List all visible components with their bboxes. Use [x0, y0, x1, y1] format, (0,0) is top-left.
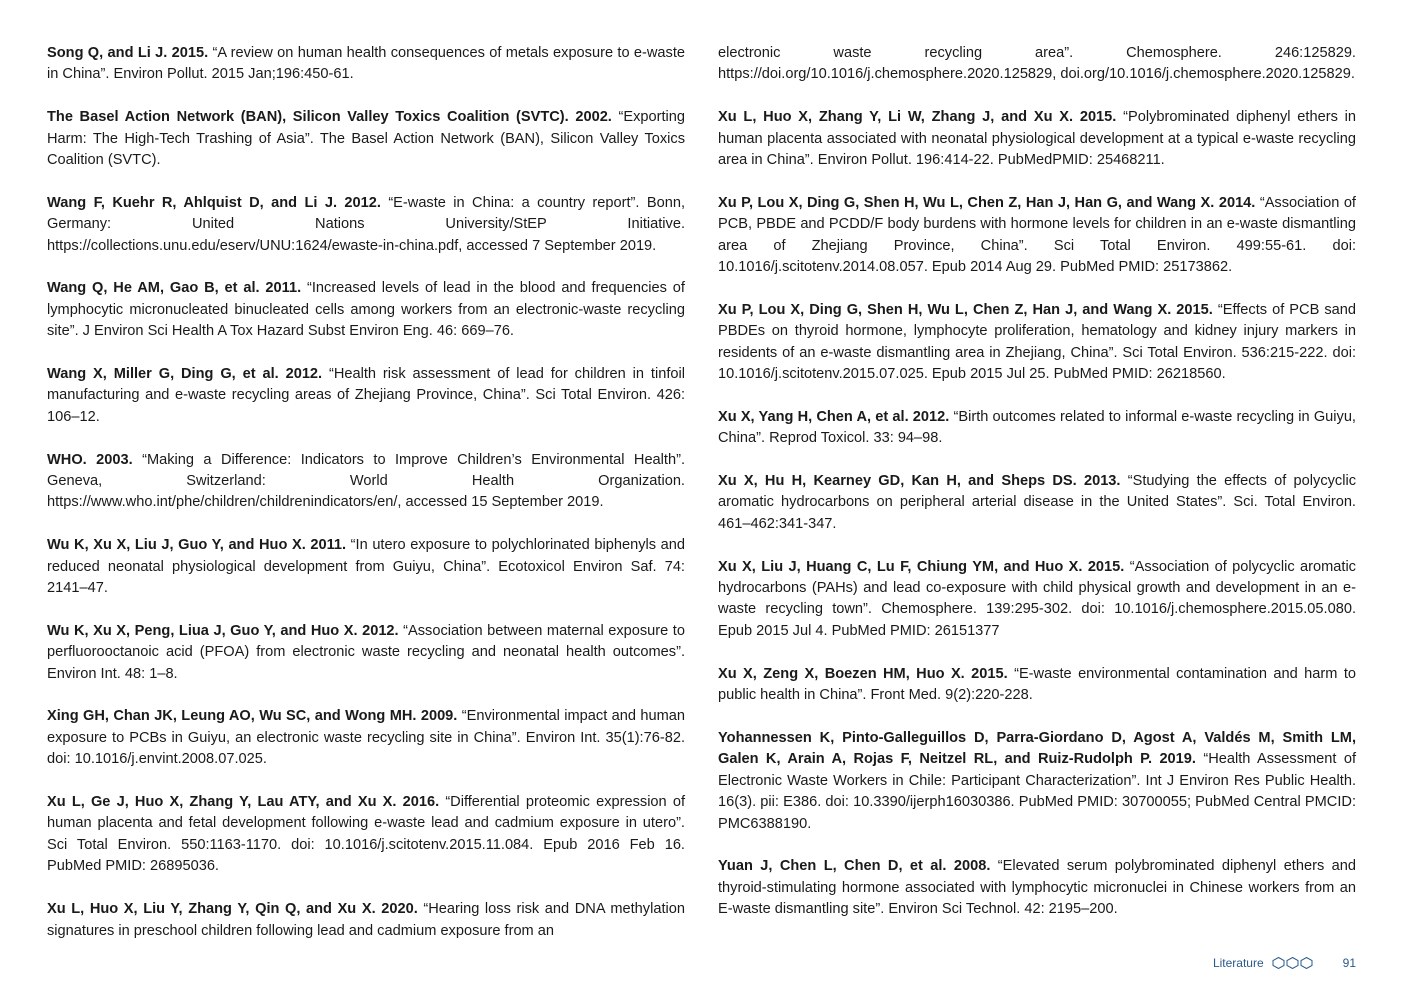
- reference-authors: Wu K, Xu X, Peng, Liua J, Guo Y, and Huo X. 2012.: [47, 622, 399, 639]
- reference-entry: [47, 107, 685, 171]
- reference-text: “Birth outcomes related to informal e-waste recycling in Guiyu, China”. Reprod Toxicol. 33: 94–98.: [718, 408, 1356, 447]
- reference-entry: [718, 193, 1356, 279]
- reference-text: “A review on human health consequences of metals exposure to e-waste in China”. Environ Pollut. 2015 Jan;196:450-61.: [47, 45, 685, 83]
- reference-entry: [47, 535, 685, 599]
- reference-entry: [47, 621, 685, 685]
- reference-entry: [47, 193, 685, 257]
- reference-text: “Association of PCB, PBDE and PCDD/F body burdens with hormone levels for children in an e-waste dismantling area of Zhejiang Province, China”. Sci Total Environ. 499:55-61. doi: 10.1016/j.scitotenv.2014.08.057. Epub 2014 Aug 29. PubMed PMID: 25173862.: [718, 194, 1356, 276]
- reference-authors: Xu L, Ge J, Huo X, Zhang Y, Lau ATY, and Xu X. 2016.: [47, 794, 440, 811]
- reference-entry: [718, 728, 1356, 835]
- reference-authors: Wang Q, He AM, Gao B, et al. 2011.: [47, 280, 302, 297]
- reference-entry: [718, 43, 1356, 86]
- reference-text: “Environmental impact and human exposure to PCBs in Guiyu, an electronic waste recycling site in China”. Environ Int. 35(1):76-82. doi: 10.1016/j.envint.2008.07.025.: [47, 708, 685, 768]
- reference-authors: Wang X, Miller G, Ding G, et al. 2012.: [47, 366, 323, 383]
- left-column: [47, 43, 685, 963]
- page-number: 91: [1342, 956, 1356, 970]
- reference-authors: Xu X, Zeng X, Boezen HM, Huo X. 2015.: [718, 665, 1008, 682]
- reference-text: “Elevated serum polybrominated diphenyl ethers and thyroid-stimulating hormone associated with lymphocytic micronuclei in Chinese workers from an E-waste dismantling site”. Environ Sci Technol. 42: 2195–200.: [718, 858, 1356, 918]
- reference-entry: [47, 450, 685, 514]
- reference-authors: Xu P, Lou X, Ding G, Shen H, Wu L, Chen Z, Han J, and Wang X. 2015.: [718, 301, 1213, 318]
- reference-text: “Association between maternal exposure to perfluorooctanoic acid (PFOA) from electronic waste recycling and neonatal health outcomes”. Environ Int. 48: 1–8.: [47, 622, 685, 682]
- reference-entry: [718, 107, 1356, 171]
- reference-text: “In utero exposure to polychlorinated biphenyls and reduced neonatal physiological development from Guiyu, China”. Ecotoxicol Environ Saf. 74: 2141–47.: [47, 537, 685, 597]
- reference-authors: The Basel Action Network (BAN), Silicon Valley Toxics Coalition (SVTC). 2002.: [47, 109, 612, 126]
- reference-entry: [47, 278, 685, 342]
- reference-text: “Differential proteomic expression of human placenta and fetal development following e-waste lead and cadmium exposure in utero”. Sci Total Environ. 550:1163-1170. doi: 10.1016/j.scitotenv.2015.11.084. Epub 2016 Feb 16. PubMed PMID: 26895036.: [47, 794, 686, 875]
- reference-text: “Hearing loss risk and DNA methylation signatures in preschool children following lead and cadmium exposure from an: [47, 901, 685, 939]
- reference-entry: [47, 364, 685, 428]
- reference-authors: Xing GH, Chan JK, Leung AO, Wu SC, and Wong MH. 2009.: [47, 708, 458, 725]
- reference-authors: Yohannessen K, Pinto-Galleguillos D, Parra-Giordano D, Agost A, Valdés M, Smith LM, Galen K, Arain A, Rojas F, Neitzel RL, and Ruiz-Rudolph P. 2019.: [718, 729, 1356, 768]
- reference-authors: Xu L, Huo X, Liu Y, Zhang Y, Qin Q, and Xu X. 2020.: [47, 901, 418, 918]
- reference-authors: Xu X, Yang H, Chen A, et al. 2012.: [718, 408, 950, 425]
- reference-text: “Making a Difference: Indicators to Improve Children’s Environmental Health”. Geneva, Switzerland: World Health Organization. https://www.who.int/phe/children/childrenindicators/en/, accessed 15 September 2019.: [47, 451, 686, 511]
- reference-authors: Wu K, Xu X, Liu J, Guo Y, and Huo X. 2011.: [47, 537, 347, 554]
- reference-text: “Health risk assessment of lead for children in tinfoil manufacturing and e-waste recycling areas of Zhejiang Province, China”. Sci Total Environ. 426: 106–12.: [47, 366, 685, 425]
- reference-text: “Polybrominated diphenyl ethers in human placenta associated with neonatal physiological development at a typical e-waste recycling area in China”. Environ Pollut. 196:414-22. PubMedPMID: 25468211.: [718, 109, 1356, 169]
- reference-text: “Studying the effects of polycyclic aromatic hydrocarbons on peripheral arterial disease in the United States”. Sci. Total Environ. 461–462:341-347.: [718, 473, 1356, 532]
- reference-text: “Association of polycyclic aromatic hydrocarbons (PAHs) and lead co-exposure with child physical growth and development in an e-waste recycling town”. Chemosphere. 139:295-302. doi: 10.1016/j.chemosphere.2015.05.080. Epub 2015 Jul 4. PubMed PMID: 26151377: [718, 558, 1356, 639]
- reference-text: “Health Assessment of Electronic Waste Workers in Chile: Participant Characterization”. Int J Environ Res Public Health. 16(3). pii: E386. doi: 10.3390/ijerph16030386. PubMed PMID: 30700055; PubMed Central PMCID: PMC6388190.: [718, 751, 1356, 832]
- reference-entry: [47, 792, 685, 878]
- page-footer: [1213, 956, 1356, 970]
- reference-entry: [718, 471, 1356, 535]
- reference-entry: [47, 43, 685, 86]
- footer-section-label: Literature: [1212, 956, 1264, 970]
- reference-text: “E-waste in China: a country report”. Bonn, Germany: United Nations University/StEP Initiative. https://collections.unu.edu/eserv/UNU:1624/ewaste-in-china.pdf, accessed 7 September 2019.: [47, 194, 685, 254]
- reference-authors: Wang F, Kuehr R, Ahlquist D, and Li J. 2012.: [47, 194, 381, 211]
- reference-entry: [718, 664, 1356, 707]
- reference-authors: Song Q, and Li J. 2015.: [47, 45, 209, 61]
- reference-authors: Xu X, Liu J, Huang C, Lu F, Chiung YM, and Huo X. 2015.: [718, 558, 1125, 575]
- reference-entry: [718, 407, 1356, 450]
- reference-entry: [47, 706, 685, 770]
- right-column: [718, 43, 1356, 942]
- reference-text: “Effects of PCB sand PBDEs on thyroid hormone, lymphocyte proliferation, hematology and kidney injury markers in residents of an e-waste dismantling area in Zhejiang, China”. Sci Total Environ. 536:215-222. doi: 10.1016/j.scitotenv.2015.07.025. Epub 2015 Jul 25. PubMed PMID: 26218560.: [718, 301, 1357, 383]
- reference-text: electronic waste recycling area”. Chemosphere. 246:125829. https://doi.org/10.1016/j.chemosphere.2020.125829, doi.org/10.1016/j.chemosphere.2020.125829.: [718, 45, 1356, 83]
- reference-entry: [718, 300, 1356, 386]
- reference-entry: [718, 557, 1356, 643]
- reference-authors: Yuan J, Chen L, Chen D, et al. 2008.: [718, 858, 991, 875]
- hexagon-cluster-icon: [1272, 957, 1313, 969]
- reference-entry: [47, 899, 685, 942]
- reference-text: “Exporting Harm: The High-Tech Trashing of Asia”. The Basel Action Network (BAN), Silicon Valley Toxics Coalition (SVTC).: [47, 109, 685, 169]
- reference-authors: Xu X, Hu H, Kearney GD, Kan H, and Sheps DS. 2013.: [718, 473, 1121, 490]
- reference-text: “Increased levels of lead in the blood and frequencies of lymphocytic micronucleated binucleated cells among workers from an electronic-waste recycling site”. J Environ Sci Health A Tox Hazard Subst Environ Eng. 46: 669–76.: [47, 280, 685, 340]
- reference-authors: Xu L, Huo X, Zhang Y, Li W, Zhang J, and Xu X. 2015.: [718, 109, 1117, 126]
- reference-entry: [718, 856, 1356, 920]
- reference-text: “E-waste environmental contamination and harm to public health in China”. Front Med. 9(2):220-228.: [718, 665, 1356, 704]
- reference-authors: Xu P, Lou X, Ding G, Shen H, Wu L, Chen Z, Han J, Han G, and Wang X. 2014.: [718, 194, 1256, 211]
- reference-authors: WHO. 2003.: [47, 451, 133, 468]
